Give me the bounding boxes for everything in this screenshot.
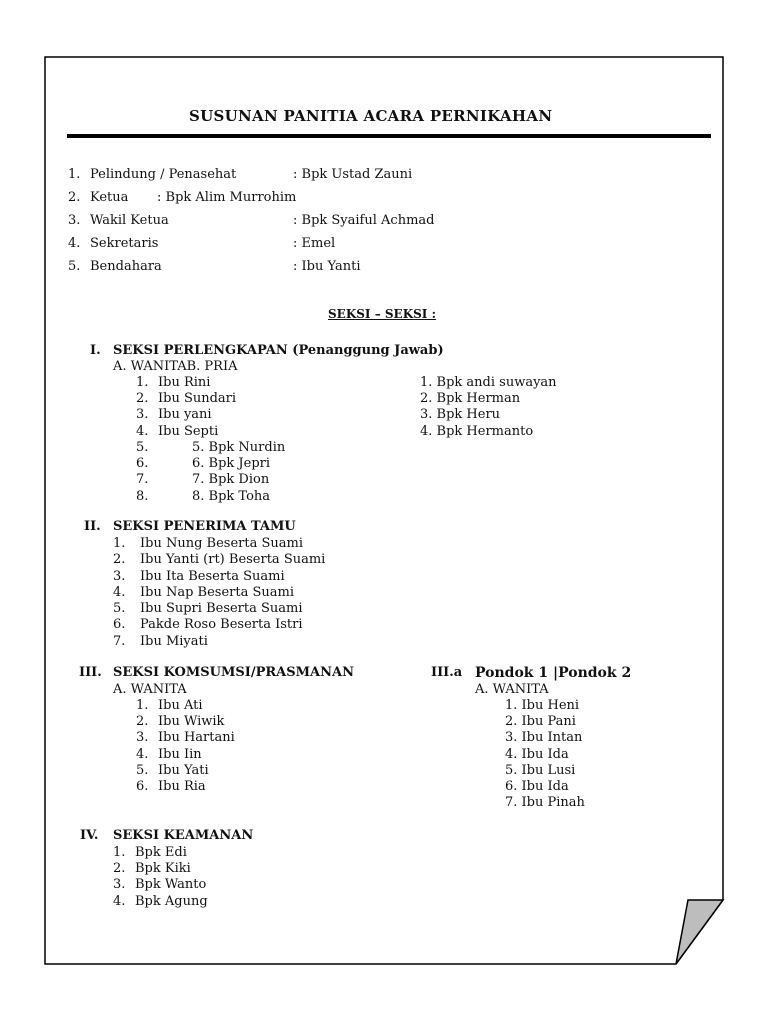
- list-item: Bpk Edi: [135, 845, 187, 860]
- document-title: SUSUNAN PANITIA ACARA PERNIKAHAN: [189, 107, 553, 125]
- list-item: 5. Bpk Nurdin: [192, 440, 286, 455]
- list-number: 5.: [136, 440, 149, 455]
- officer-name: : Bpk Ustad Zauni: [293, 167, 413, 182]
- list-item: Ibu Yati: [158, 763, 209, 778]
- list-item: Ibu Septi: [158, 424, 219, 439]
- list-number: 7.: [113, 634, 126, 649]
- list-item: Ibu Ati: [158, 698, 203, 713]
- officer-role: Wakil Ketua: [90, 213, 169, 228]
- list-item: 6. Bpk Jepri: [192, 456, 271, 471]
- list-item: Ibu Wiwik: [158, 714, 225, 729]
- officer-name: : Bpk Syaiful Achmad: [293, 213, 435, 228]
- list-item: Ibu Ita Beserta Suami: [140, 569, 285, 584]
- list-number: 2.: [113, 552, 126, 567]
- list-item: 3. Ibu Intan: [505, 730, 583, 745]
- list-number: 4.: [136, 424, 149, 439]
- list-item: Ibu Hartani: [158, 730, 235, 745]
- seksi-heading: SEKSI – SEKSI :: [328, 307, 437, 321]
- list-item: 5. Ibu Lusi: [505, 763, 576, 778]
- list-item: Bpk Wanto: [135, 877, 207, 892]
- list-item: 3. Bpk Heru: [420, 407, 501, 422]
- list-item: 2. Ibu Pani: [505, 714, 576, 729]
- section-title: SEKSI KOMSUMSI/PRASMANAN: [113, 665, 354, 680]
- section-roman: III.a: [431, 665, 463, 680]
- officer-role: Ketua: [90, 190, 129, 205]
- list-item: 1. Bpk andi suwayan: [420, 375, 557, 390]
- officer-role: Bendahara: [90, 259, 162, 274]
- officer-number: 1.: [68, 167, 81, 182]
- list-item: Ibu Iin: [158, 747, 202, 762]
- list-item: Ibu Sundari: [158, 391, 237, 406]
- list-number: 5.: [136, 763, 149, 778]
- list-number: 1.: [136, 698, 149, 713]
- list-item: Bpk Kiki: [135, 861, 191, 876]
- list-number: 5.: [113, 601, 126, 616]
- list-item: Ibu Yanti (rt) Beserta Suami: [140, 552, 326, 567]
- list-item: 6. Ibu Ida: [505, 779, 569, 794]
- section-roman: IV.: [80, 828, 99, 843]
- list-item: Ibu Miyati: [140, 634, 208, 649]
- officer-name: : Emel: [293, 236, 336, 251]
- list-number: 6.: [136, 779, 149, 794]
- section-roman: II.: [84, 519, 101, 534]
- officer-name: : Bpk Alim Murrohim: [157, 190, 297, 205]
- list-number: 2.: [136, 714, 149, 729]
- list-item: 1. Ibu Heni: [505, 698, 580, 713]
- officer-role: Sekretaris: [90, 236, 159, 251]
- list-item: Bpk Agung: [135, 894, 208, 909]
- officer-role: Pelindung / Penasehat: [90, 167, 237, 182]
- list-item: Ibu Ria: [158, 779, 206, 794]
- section-roman: III.: [79, 665, 102, 680]
- list-item: 8. Bpk Toha: [192, 489, 271, 504]
- list-number: 4.: [113, 894, 126, 909]
- list-item: Ibu Rini: [158, 375, 211, 390]
- group-label: A. WANITAB. PRIA: [113, 359, 238, 374]
- list-item: Ibu yani: [158, 407, 212, 422]
- list-item: 7. Ibu Pinah: [505, 795, 585, 810]
- list-number: 3.: [113, 569, 126, 584]
- list-number: 7.: [136, 472, 149, 487]
- officer-name: : Ibu Yanti: [293, 259, 361, 274]
- list-number: 2.: [136, 391, 149, 406]
- list-number: 1.: [136, 375, 149, 390]
- list-item: 4. Ibu Ida: [505, 747, 569, 762]
- list-number: 6.: [136, 456, 149, 471]
- section-roman: I.: [90, 343, 101, 358]
- section-title: SEKSI PENERIMA TAMU: [113, 519, 296, 534]
- group-label: A. WANITA: [113, 682, 187, 697]
- list-number: 4.: [136, 747, 149, 762]
- list-number: 3.: [136, 407, 149, 422]
- officer-number: 5.: [68, 259, 81, 274]
- list-item: Ibu Nung Beserta Suami: [140, 536, 303, 551]
- list-item: 4. Bpk Hermanto: [420, 424, 534, 439]
- list-item: 7. Bpk Dion: [192, 472, 270, 487]
- list-item: Ibu Nap Beserta Suami: [140, 585, 294, 600]
- group-label: A. WANITA: [475, 682, 549, 697]
- list-number: 1.: [113, 845, 126, 860]
- list-number: 1.: [113, 536, 126, 551]
- list-item: 2. Bpk Herman: [420, 391, 521, 406]
- list-number: 3.: [113, 877, 126, 892]
- officer-number: 3.: [68, 213, 81, 228]
- list-number: 2.: [113, 861, 126, 876]
- officer-number: 4.: [68, 236, 81, 251]
- list-number: 4.: [113, 585, 126, 600]
- section-title: Pondok 1 |Pondok 2: [475, 665, 632, 681]
- officer-number: 2.: [68, 190, 81, 205]
- list-item: Ibu Supri Beserta Suami: [140, 601, 303, 616]
- section-title: SEKSI KEAMANAN: [113, 828, 254, 843]
- title-rule: [67, 134, 711, 138]
- list-item: Pakde Roso Beserta Istri: [140, 617, 303, 632]
- list-number: 6.: [113, 617, 126, 632]
- list-number: 3.: [136, 730, 149, 745]
- list-number: 8.: [136, 489, 149, 504]
- section-title: SEKSI PERLENGKAPAN (Penanggung Jawab): [113, 343, 444, 358]
